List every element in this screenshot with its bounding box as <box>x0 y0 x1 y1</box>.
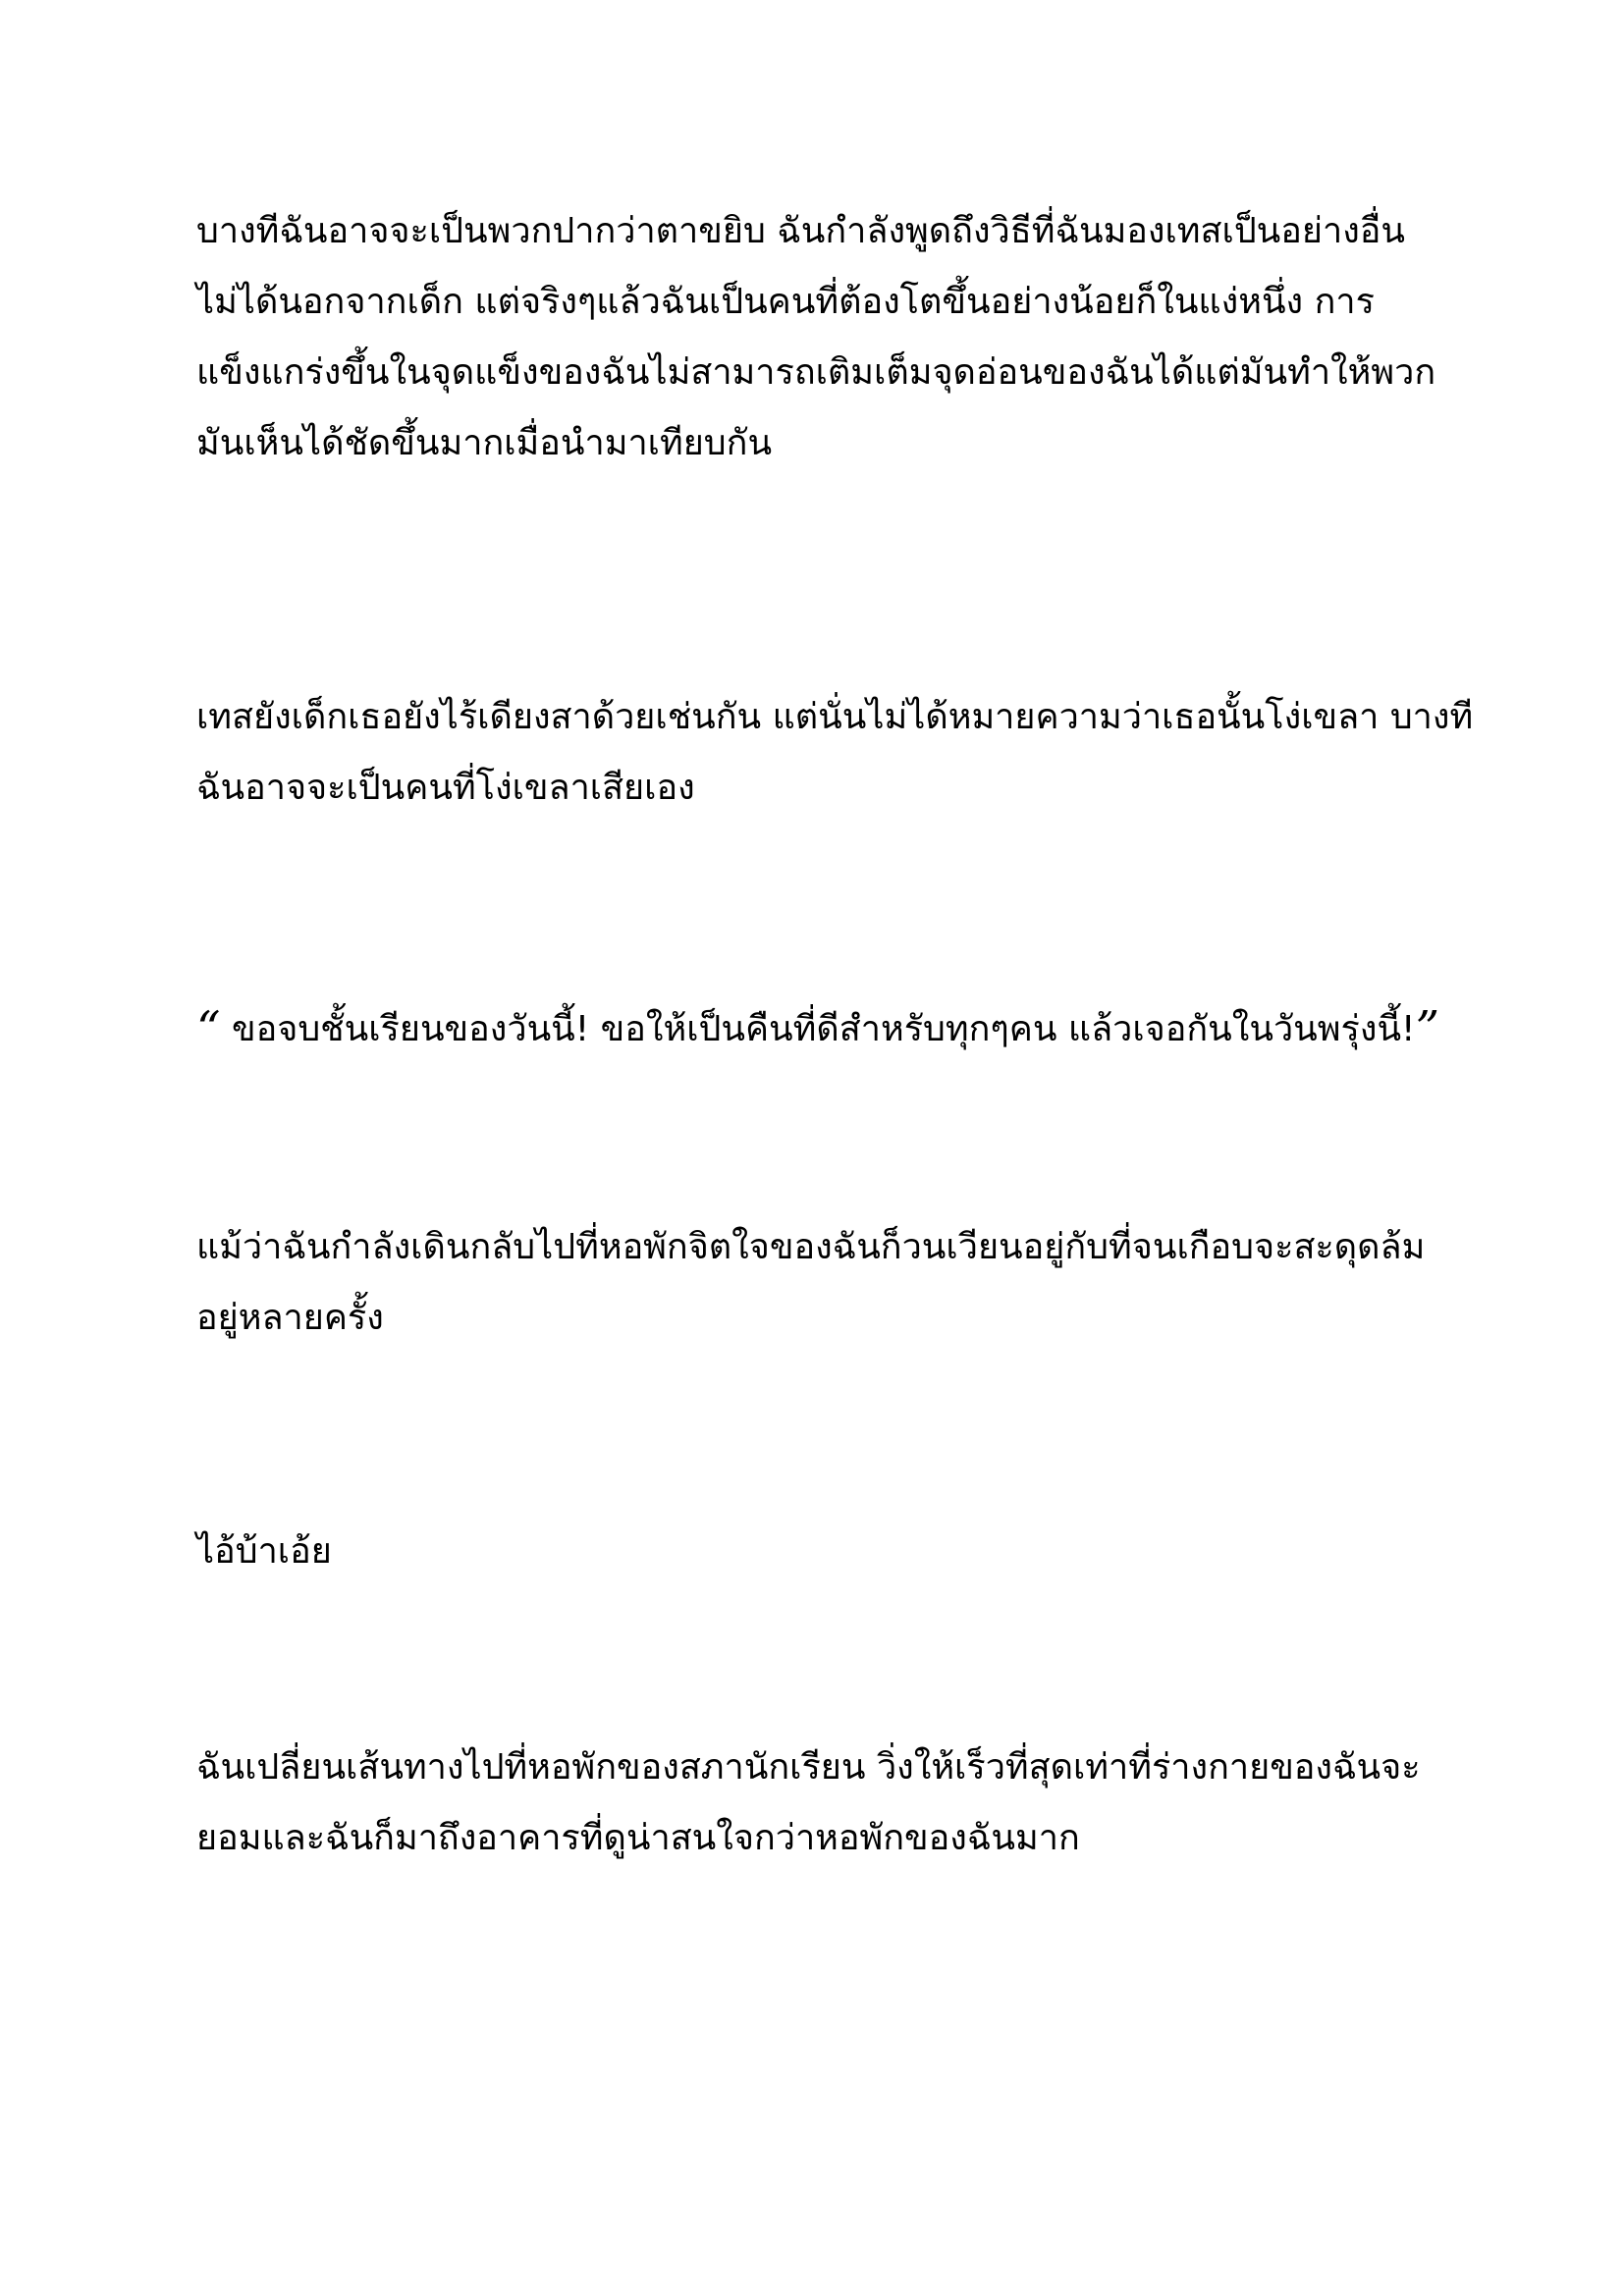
paragraph-6 <box>196 1733 1463 1874</box>
paragraph-4 <box>196 1212 1463 1354</box>
paragraph-line: ฉันอาจจะเป็นคนที่โง่เขลาเสียเอง <box>196 768 695 808</box>
paragraph-line: ไอ้บ้าเอ้ย <box>196 1531 332 1572</box>
paragraph-2 <box>196 682 1474 824</box>
paragraph-1 <box>196 196 1463 479</box>
quote-line <box>196 993 1463 1065</box>
quote-text: ขอจบชั้นเรียนของวันนี้! ขอให้เป็นคืนที่ดีสำหรับทุกๆคน แล้วเจอกันในวันพรุ่งนี้! <box>220 1009 1416 1049</box>
paragraph-line: แข็งแกร่งขึ้นในจุดแข็งของฉันไม่สามารถเติมเต็มจุดอ่อนของฉันได้แต่มันทำให้พวก <box>196 352 1436 393</box>
paragraph-line: ไม่ได้นอกจากเด็ก แต่จริงๆแล้วฉันเป็นคนที่ต้องโตขึ้นอย่างน้อยก็ในแง่หนึ่ง การ <box>196 282 1375 322</box>
paragraph-5 <box>196 1517 1463 1587</box>
paragraph-line: ฉันเปลี่ยนเส้นทางไปที่หอพักของสภานักเรียน วิ่งให้เร็วที่สุดเท่าที่ร่างกายของฉันจะ <box>196 1747 1421 1788</box>
dialogue-quote <box>196 993 1463 1065</box>
paragraph-line: บางทีฉันอาจจะเป็นพวกปากว่าตาขยิบ ฉันกำลังพูดถึงวิธีที่ฉันมองเทสเป็นอย่างอื่น <box>196 211 1406 251</box>
open-quote-mark: “ <box>196 1001 221 1056</box>
paragraph-line: แม้ว่าฉันกำลังเดินกลับไปที่หอพักจิตใจของฉันก็วนเวียนอยู่กับที่จนเกือบจะสะดุดล้ม <box>196 1227 1426 1267</box>
paragraph-line: ยอมและฉันก็มาถึงอาคารที่ดูน่าสนใจกว่าหอพักของฉันมาก <box>196 1818 1080 1858</box>
paragraph-line: เทสยังเด็กเธอยังไร้เดียงสาด้วยเช่นกัน แต่นั่นไม่ได้หมายความว่าเธอนั้นโง่เขลา บางที <box>196 697 1474 737</box>
paragraph-line: อยู่หลายครั้ง <box>196 1298 384 1338</box>
paragraph-line: มันเห็นได้ชัดขึ้นมากเมื่อนำมาเทียบกัน <box>196 423 773 463</box>
close-quote-mark: ” <box>1415 1001 1440 1056</box>
